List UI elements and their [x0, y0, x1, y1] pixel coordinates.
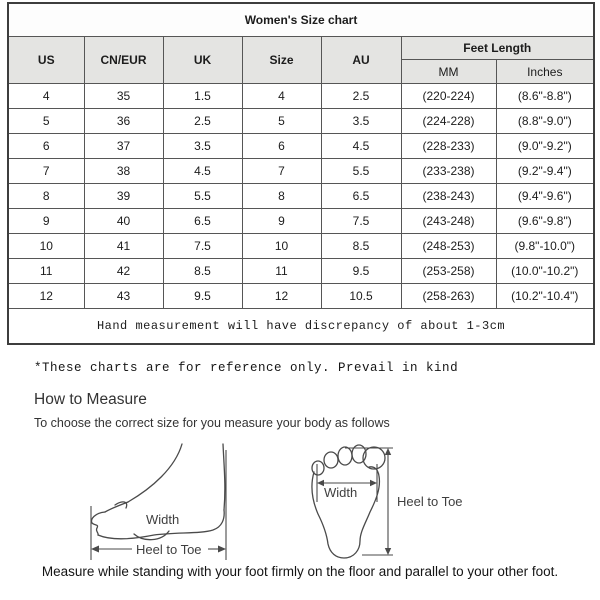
column-header-au: AU	[321, 37, 401, 84]
cell-mm: (228-233)	[401, 134, 496, 159]
cell-us: 4	[8, 84, 84, 109]
table-row	[8, 184, 594, 209]
cell-inches: (9.0"-9.2")	[496, 134, 594, 159]
cell-inches: (10.0"-10.2")	[496, 259, 594, 284]
arrowhead-right-icon	[370, 480, 377, 486]
subcolumn-header-inches: Inches	[496, 60, 594, 84]
cell-us: 6	[8, 134, 84, 159]
arrowhead-down-icon	[385, 548, 391, 555]
foot-toes-scallops	[92, 512, 105, 535]
column-header-us: US	[8, 37, 84, 84]
cell-uk: 4.5	[163, 159, 242, 184]
cell-au: 7.5	[321, 209, 401, 234]
cell-inches: (9.2"-9.4")	[496, 159, 594, 184]
cell-cneur: 35	[84, 84, 163, 109]
cell-us: 10	[8, 234, 84, 259]
column-header-feet-length: Feet Length	[401, 37, 594, 60]
cell-uk: 5.5	[163, 184, 242, 209]
cell-us: 12	[8, 284, 84, 309]
size-chart-table	[7, 2, 595, 345]
cell-mm: (243-248)	[401, 209, 496, 234]
cell-uk: 1.5	[163, 84, 242, 109]
cell-size: 11	[242, 259, 321, 284]
side-width-label: Width	[146, 512, 180, 527]
cell-cneur: 43	[84, 284, 163, 309]
cell-au: 10.5	[321, 284, 401, 309]
cell-cneur: 39	[84, 184, 163, 209]
cell-cneur: 38	[84, 159, 163, 184]
cell-mm: (258-263)	[401, 284, 496, 309]
cell-inches: (9.6"-9.8")	[496, 209, 594, 234]
foot-top-view-diagram	[300, 438, 470, 566]
cell-mm: (233-238)	[401, 159, 496, 184]
cell-au: 9.5	[321, 259, 401, 284]
cell-au: 6.5	[321, 184, 401, 209]
notes-section	[34, 361, 458, 430]
cell-cneur: 42	[84, 259, 163, 284]
cell-cneur: 40	[84, 209, 163, 234]
cell-size: 12	[242, 284, 321, 309]
arrowhead-left-icon	[317, 480, 324, 486]
table-row	[8, 284, 594, 309]
cell-inches: (9.8"-10.0")	[496, 234, 594, 259]
cell-au: 3.5	[321, 109, 401, 134]
cell-au: 8.5	[321, 234, 401, 259]
cell-uk: 9.5	[163, 284, 242, 309]
reference-note: *These charts are for reference only. Prevail in kind	[34, 361, 459, 375]
cell-inches: (8.6"-8.8")	[496, 84, 594, 109]
cell-au: 2.5	[321, 84, 401, 109]
table-row	[8, 234, 594, 259]
cell-cneur: 37	[84, 134, 163, 159]
cell-mm: (248-253)	[401, 234, 496, 259]
table-row	[8, 159, 594, 184]
table-row	[8, 84, 594, 109]
table-row	[8, 134, 594, 159]
foot-sole-outline	[312, 467, 380, 558]
cell-mm: (220-224)	[401, 84, 496, 109]
table-title: Women's Size chart	[8, 3, 594, 37]
table-title-row	[8, 3, 594, 37]
cell-size: 6	[242, 134, 321, 159]
cell-cneur: 41	[84, 234, 163, 259]
cell-size: 7	[242, 159, 321, 184]
cell-mm: (224-228)	[401, 109, 496, 134]
cell-au: 4.5	[321, 134, 401, 159]
cell-mm: (253-258)	[401, 259, 496, 284]
cell-uk: 6.5	[163, 209, 242, 234]
column-header-uk: UK	[163, 37, 242, 84]
toe-4	[324, 452, 338, 468]
cell-cneur: 36	[84, 109, 163, 134]
column-header-size: Size	[242, 37, 321, 84]
table-row	[8, 209, 594, 234]
cell-mm: (238-243)	[401, 184, 496, 209]
side-heel-to-toe-label: Heel to Toe	[136, 542, 202, 557]
cell-uk: 2.5	[163, 109, 242, 134]
cell-uk: 3.5	[163, 134, 242, 159]
foot-side-view-diagram	[82, 438, 262, 566]
table-footnote: Hand measurement will have discrepancy of about 1-3cm	[8, 309, 594, 345]
cell-us: 7	[8, 159, 84, 184]
cell-inches: (9.4"-9.6")	[496, 184, 594, 209]
cell-us: 8	[8, 184, 84, 209]
foot-top-view-sketch	[300, 438, 470, 566]
table-header-row	[8, 37, 594, 60]
cell-size: 8	[242, 184, 321, 209]
how-to-measure-subtitle: To choose the correct size for you measure your body as follows	[34, 416, 390, 430]
cell-size: 5	[242, 109, 321, 134]
cell-inches: (10.2"-10.4")	[496, 284, 594, 309]
foot-front-leg-line	[128, 444, 182, 502]
cell-uk: 7.5	[163, 234, 242, 259]
arrowhead-up-icon	[385, 448, 391, 455]
table-row	[8, 109, 594, 134]
cell-uk: 8.5	[163, 259, 242, 284]
cell-size: 10	[242, 234, 321, 259]
toe-3	[338, 447, 352, 465]
cell-us: 11	[8, 259, 84, 284]
how-to-measure-title: How to Measure	[34, 391, 147, 408]
table-footnote-row	[8, 309, 594, 345]
top-heel-to-toe-label: Heel to Toe	[397, 494, 463, 509]
cell-size: 4	[242, 84, 321, 109]
cell-us: 5	[8, 109, 84, 134]
toe-big	[363, 447, 385, 469]
arrowhead-right-icon	[218, 546, 226, 553]
cell-us: 9	[8, 209, 84, 234]
top-width-label: Width	[324, 485, 358, 500]
measure-instruction-caption: Measure while standing with your foot firmly on the floor and parallel to your other foot.	[41, 564, 559, 579]
arrowhead-left-icon	[91, 546, 99, 553]
table-row	[8, 259, 594, 284]
cell-inches: (8.8"-9.0")	[496, 109, 594, 134]
subcolumn-header-mm: MM	[401, 60, 496, 84]
foot-side-view-sketch	[82, 438, 262, 566]
foot-heel-back-line	[223, 444, 225, 510]
cell-au: 5.5	[321, 159, 401, 184]
column-header-cneur: CN/EUR	[84, 37, 163, 84]
cell-size: 9	[242, 209, 321, 234]
